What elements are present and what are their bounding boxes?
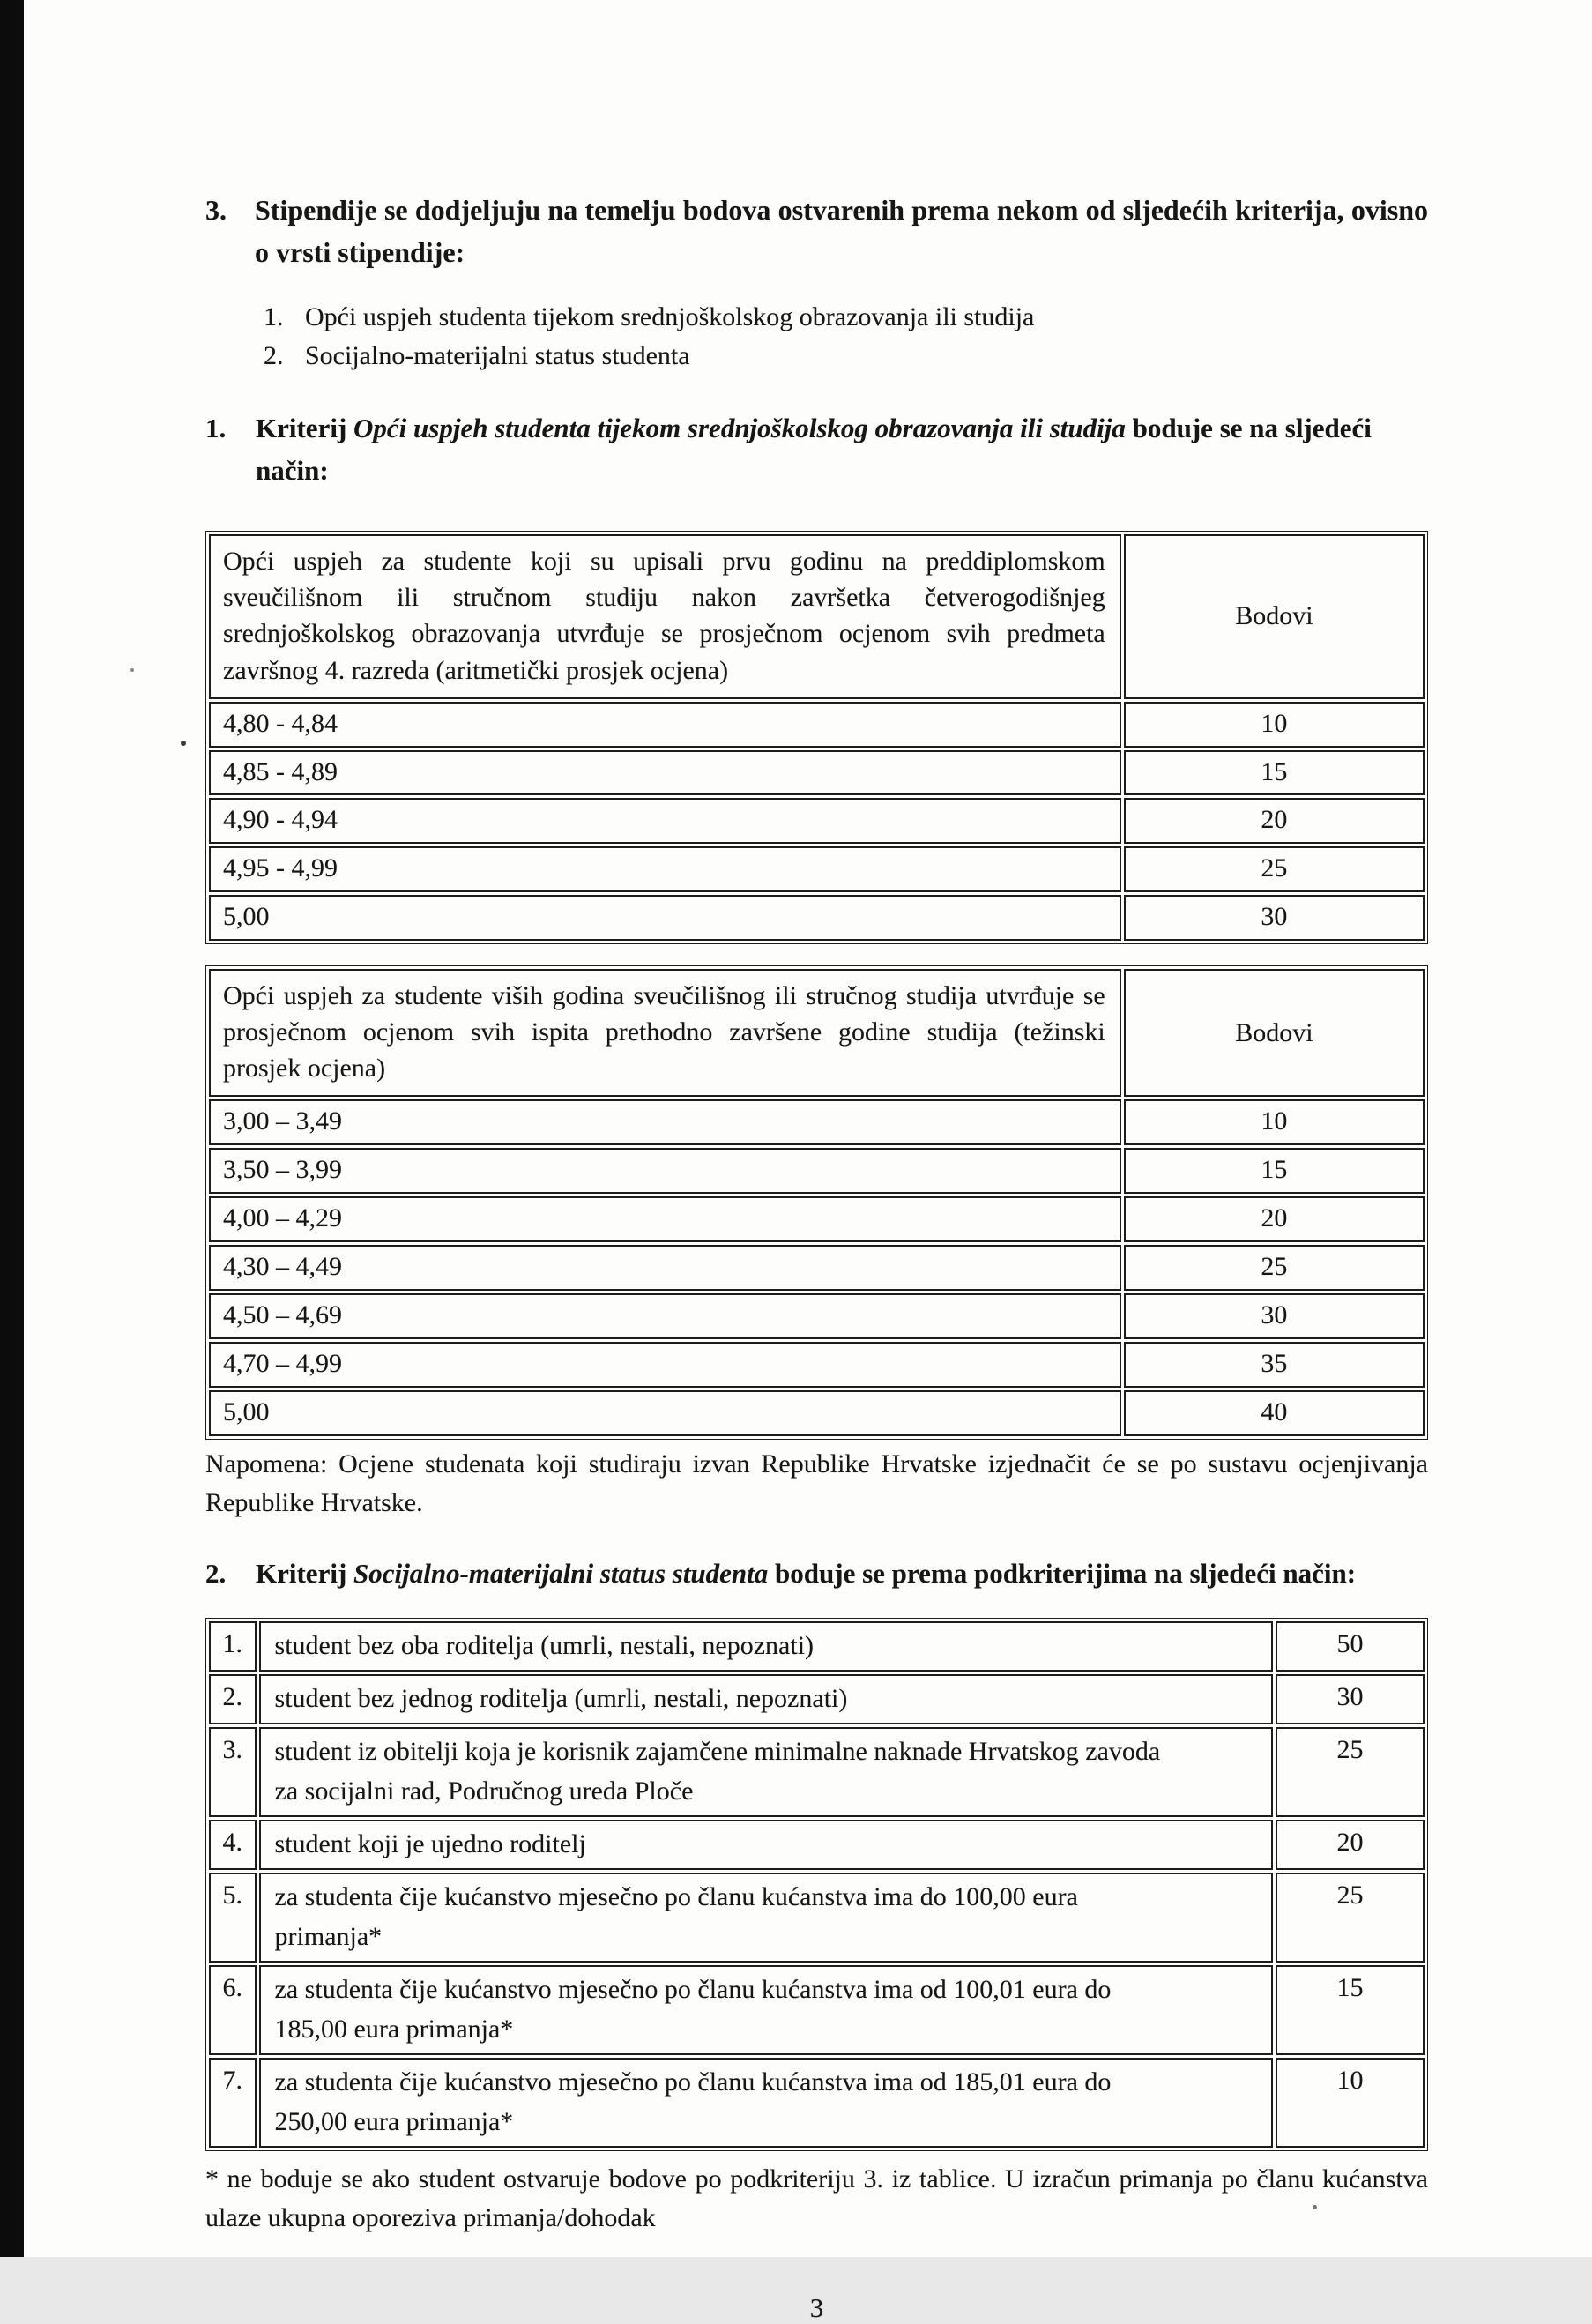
- row-number: 4.: [209, 1820, 257, 1870]
- criterion-title-italic: Socijalno-materijalni status studenta: [353, 1557, 769, 1589]
- scan-edge-artifact: [0, 0, 24, 2257]
- table-row: [209, 1674, 1425, 1724]
- criteria-list: [264, 298, 1428, 376]
- subcriterion-text: za studenta čije kućanstvo mjesečno po članu kućanstva ima od 185,01 eura do 250,00 eura primanja*: [259, 2058, 1274, 2148]
- upper-years-points-table: [205, 965, 1428, 1440]
- row-number: 6.: [209, 1965, 257, 2055]
- grade-range: 4,90 - 4,94: [209, 798, 1121, 844]
- grade-range: 4,00 – 4,29: [209, 1196, 1121, 1242]
- row-number: 3.: [209, 1727, 257, 1817]
- grade-range: 3,00 – 3,49: [209, 1099, 1121, 1145]
- table-row: [209, 1621, 1425, 1672]
- table-row: [209, 750, 1425, 796]
- list-item-number: 1.: [264, 302, 284, 331]
- points-value: 40: [1124, 1390, 1425, 1436]
- subcriterion-text: student koji je ujedno roditelj: [259, 1820, 1274, 1870]
- points-value: 25: [1276, 1727, 1425, 1817]
- subcriterion-text: za studenta čije kućanstvo mjesečno po članu kućanstva ima do 100,00 eura primanja*: [259, 1873, 1274, 1963]
- table-row: [209, 1820, 1425, 1870]
- criterion-heading-text: Kriterij Socijalno-materijalni status studenta boduje se prema podkriterijima na sljedeći način:: [256, 1557, 1357, 1589]
- scan-speck: [130, 668, 134, 672]
- subcriterion-text: student iz obitelji koja je korisnik zajamčene minimalne naknade Hrvatskog zavoda za socijalni rad, Područnog ureda Ploče: [259, 1727, 1274, 1817]
- list-item-number: 2.: [264, 341, 284, 371]
- grade-range: 4,80 - 4,84: [209, 702, 1121, 748]
- subcriterion-text: student bez jednog roditelja (umrli, nestali, nepoznati): [259, 1674, 1274, 1724]
- table-row: [209, 1293, 1425, 1339]
- footnote: * ne boduje se ako student ostvaruje bodove po podkriteriju 3. iz tablice. U izračun primanja po članu kućanstva ulaze ukupna oporeziva primanja/dohodak: [205, 2164, 1428, 2232]
- points-value: 20: [1124, 1196, 1425, 1242]
- table-row: [209, 1196, 1425, 1242]
- list-item-text: Socijalno-materijalni status studenta: [305, 341, 690, 371]
- criterion-heading-text: Kriterij Opći uspjeh studenta tijekom srednjoškolskog obrazovanja ili studija boduje se na sljedeći način:: [256, 413, 1372, 487]
- grade-range: 4,70 – 4,99: [209, 1342, 1121, 1388]
- row-number: 2.: [209, 1674, 257, 1724]
- table-row: [209, 798, 1425, 844]
- grade-range: 5,00: [209, 1390, 1121, 1436]
- points-value: 15: [1124, 1148, 1425, 1194]
- grade-range: 4,85 - 4,89: [209, 750, 1121, 796]
- page-content: [205, 0, 1428, 2324]
- table-row: [209, 2058, 1425, 2148]
- points-value: 20: [1124, 798, 1425, 844]
- table-header-row: [209, 534, 1425, 698]
- row-number: 7.: [209, 2058, 257, 2148]
- list-item-text: Opći uspjeh studenta tijekom srednjoškolskog obrazovanja ili studija: [305, 302, 1035, 331]
- scan-speck: [181, 741, 186, 746]
- points-value: 20: [1276, 1820, 1425, 1870]
- points-value: 30: [1276, 1674, 1425, 1724]
- points-column-header: Bodovi: [1124, 534, 1425, 698]
- grade-range: 4,95 - 4,99: [209, 846, 1121, 892]
- points-value: 25: [1276, 1873, 1425, 1963]
- points-value: 35: [1124, 1342, 1425, 1388]
- points-value: 25: [1124, 1245, 1425, 1291]
- table-row: [209, 1099, 1425, 1145]
- points-value: 10: [1124, 1099, 1425, 1145]
- subcriterion-text: za studenta čije kućanstvo mjesečno po članu kućanstva ima od 100,01 eura do 185,00 eura primanja*: [259, 1965, 1274, 2055]
- points-value: 15: [1276, 1965, 1425, 2055]
- grade-range: 3,50 – 3,99: [209, 1148, 1121, 1194]
- table-row: [209, 702, 1425, 748]
- points-value: 30: [1124, 895, 1425, 941]
- table-description-header: Opći uspjeh za studente koji su upisali prvu godinu na preddiplomskom sveučilišnom ili stručnom studiju nakon završetka četverogodišnjeg srednjoškolskog obrazovanja utvrđuje se prosječnom ocjenom svih predmeta završnog 4. razreda (aritmetički prosjek ocjena): [209, 534, 1121, 698]
- note-paragraph: Napomena: Ocjene studenata koji studiraju izvan Republike Hrvatske izjednačit će se po sustavu ocjenjivanja Republike Hrvatske.: [205, 1449, 1428, 1517]
- points-value: 10: [1276, 2058, 1425, 2148]
- points-value: 10: [1124, 702, 1425, 748]
- table-row: [209, 846, 1425, 892]
- criterion-2-heading: [205, 1553, 1428, 1595]
- table-row: [209, 1390, 1425, 1436]
- points-value: 30: [1124, 1293, 1425, 1339]
- table-row: [209, 895, 1425, 941]
- criterion-number: 2.: [205, 1557, 227, 1589]
- list-item: [264, 337, 1428, 376]
- points-value: 25: [1124, 846, 1425, 892]
- grade-range: 4,50 – 4,69: [209, 1293, 1121, 1339]
- table-description-header: Opći uspjeh za studente viših godina sveučilišnog ili stručnog studija utvrđuje se prosječnom ocjenom svih ispita prethodno završene godine studija (težinski prosjek ocjena): [209, 969, 1121, 1097]
- subcriterion-text: student bez oba roditelja (umrli, nestali, nepoznati): [259, 1621, 1274, 1672]
- table-row: [209, 1727, 1425, 1817]
- row-number: 5.: [209, 1873, 257, 1963]
- table-row: [209, 1148, 1425, 1194]
- section-3-heading: [205, 189, 1428, 273]
- table-row: [209, 1965, 1425, 2055]
- criterion-title-italic: Opći uspjeh studenta tijekom srednjoškolskog obrazovanja ili studija: [353, 413, 1126, 444]
- social-status-points-table: [205, 1618, 1428, 2151]
- grade-range: 4,30 – 4,49: [209, 1245, 1121, 1291]
- points-column-header: Bodovi: [1124, 969, 1425, 1097]
- points-value: 15: [1124, 750, 1425, 796]
- table-row: [209, 1245, 1425, 1291]
- table-header-row: [209, 969, 1425, 1097]
- section-number: 3.: [205, 194, 227, 226]
- criterion-1-heading: [205, 407, 1428, 492]
- table-row: [209, 1342, 1425, 1388]
- criterion-number: 1.: [205, 413, 227, 444]
- row-number: 1.: [209, 1621, 257, 1672]
- list-item: [264, 298, 1428, 337]
- page-number: 3: [809, 2292, 824, 2324]
- section-heading-text: Stipendije se dodjeljuju na temelju bodova ostvarenih prema nekom od sljedećih kriterija, ovisno o vrsti stipendije:: [255, 194, 1428, 268]
- grade-range: 5,00: [209, 895, 1121, 941]
- first-year-points-table: [205, 531, 1428, 944]
- table-row: [209, 1873, 1425, 1963]
- points-value: 50: [1276, 1621, 1425, 1672]
